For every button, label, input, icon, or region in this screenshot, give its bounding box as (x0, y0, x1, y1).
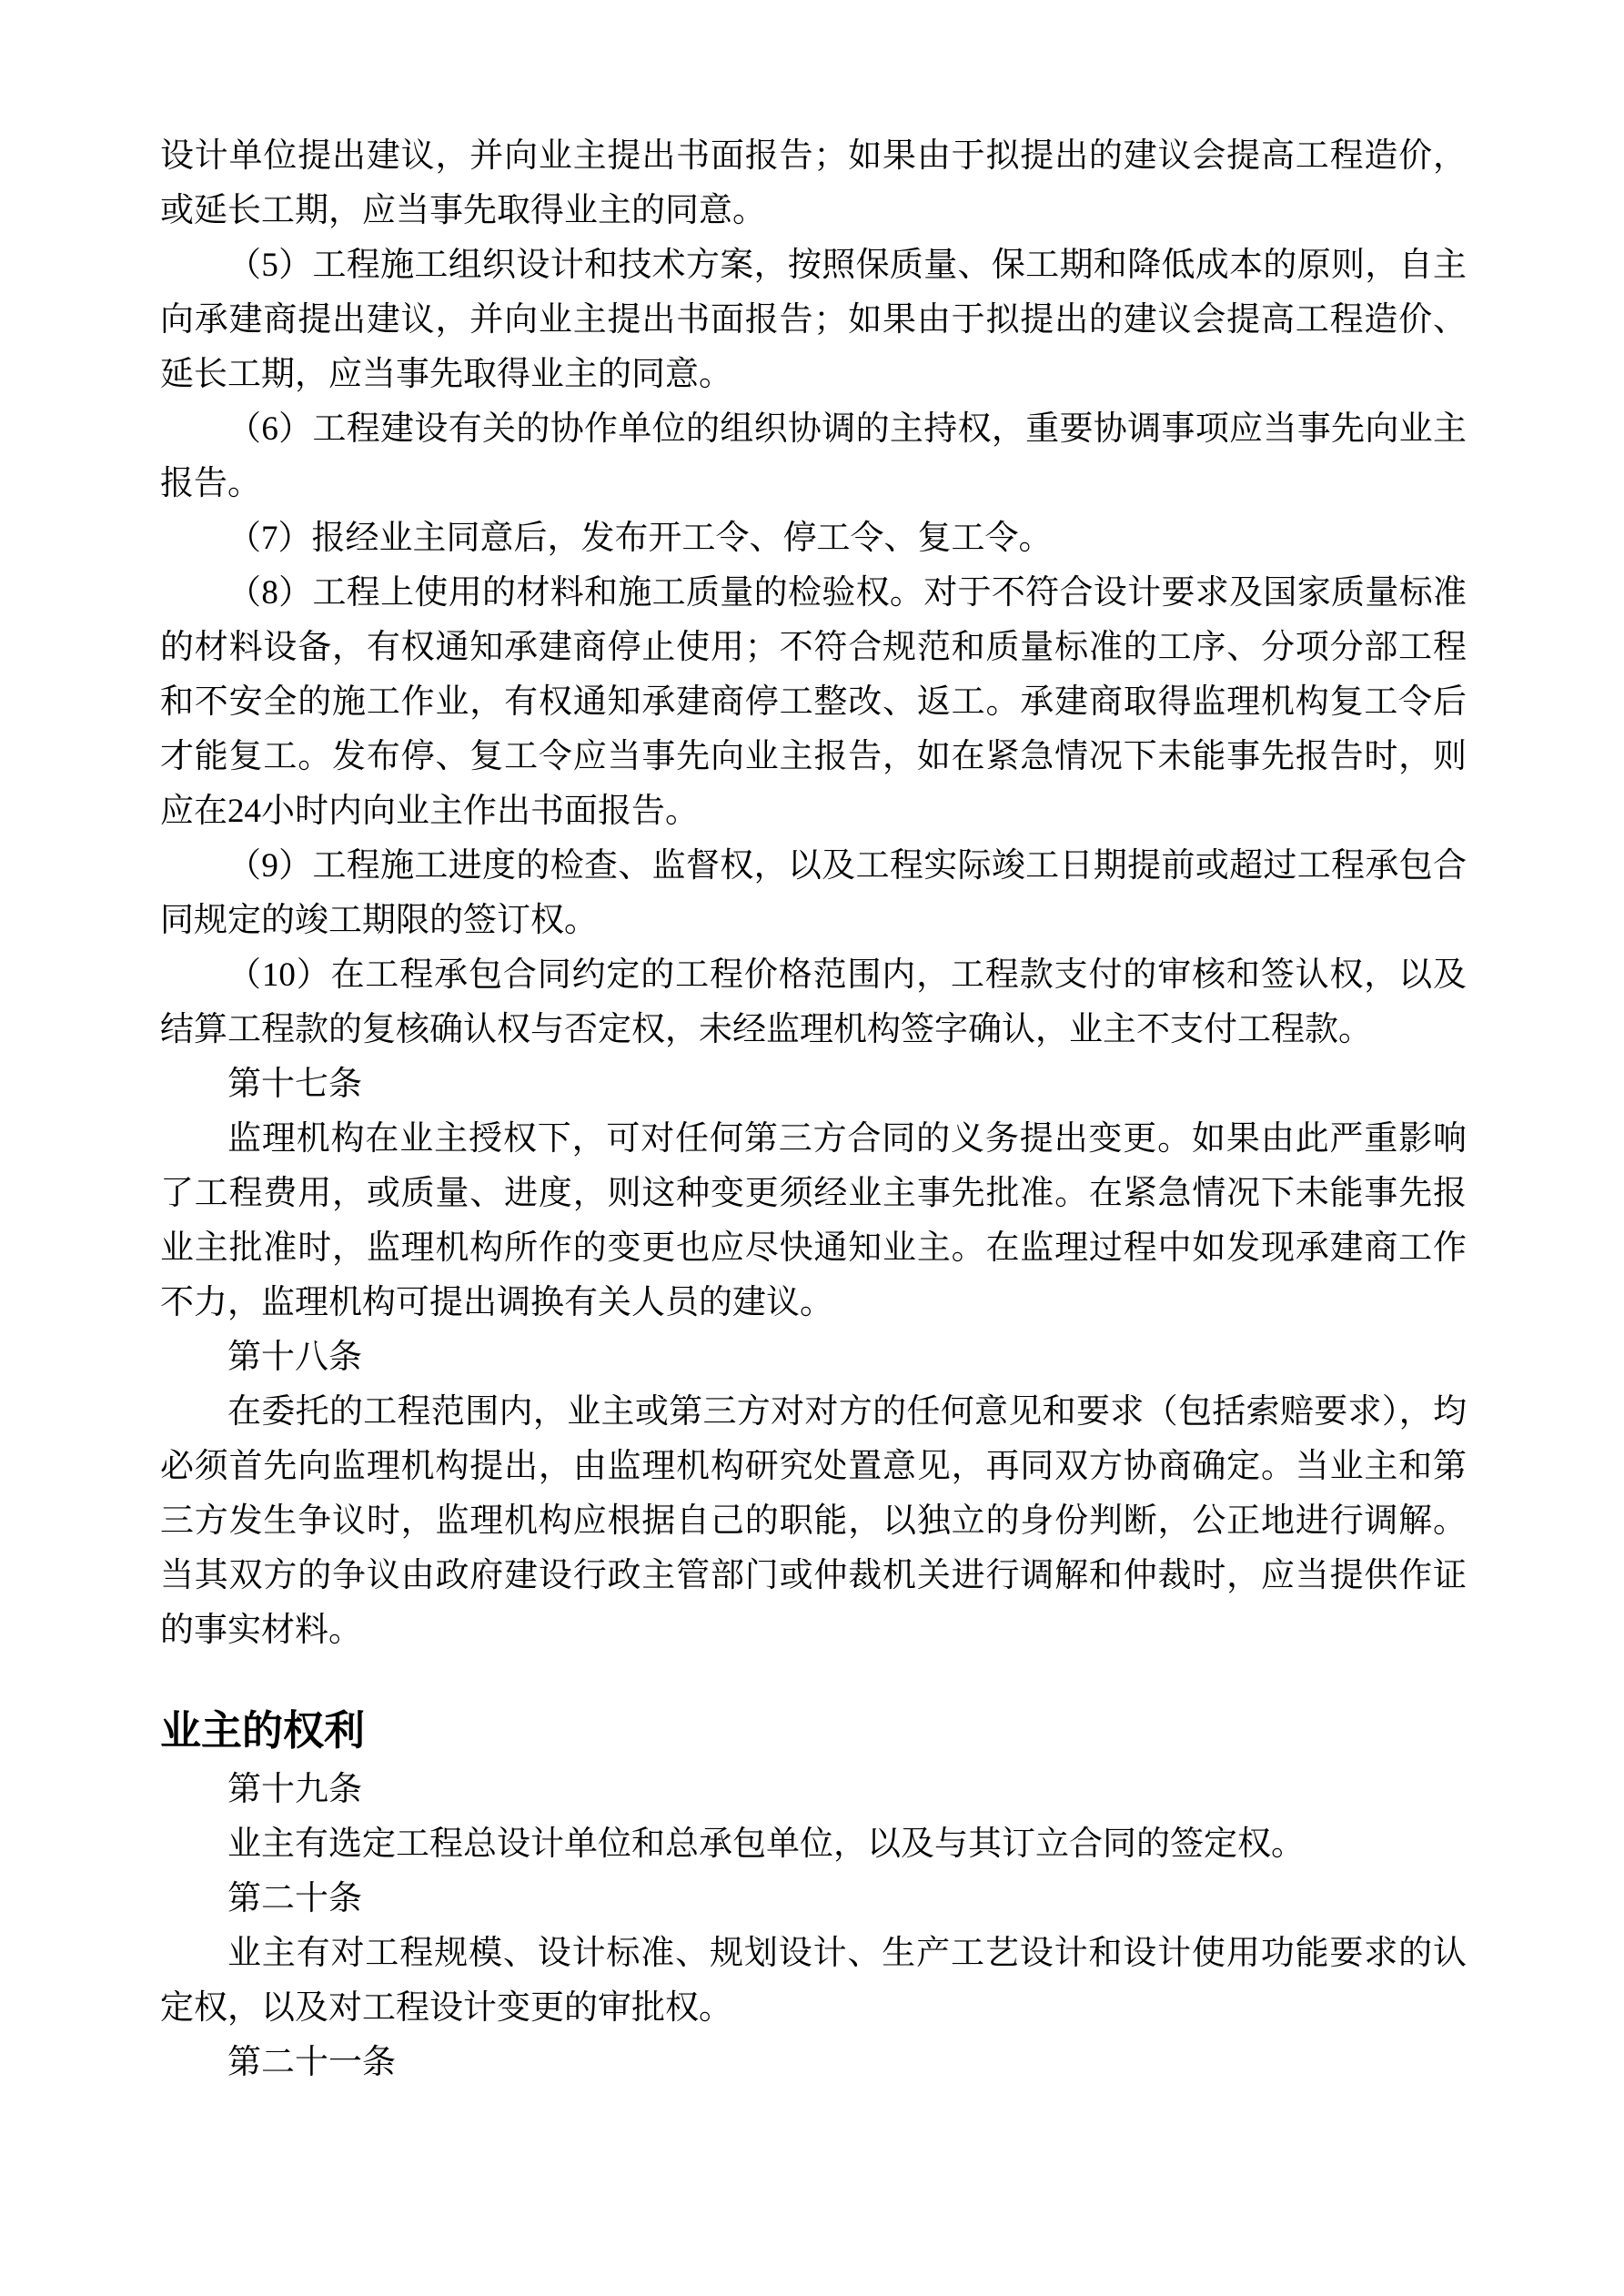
section-heading-owner-rights: 业主的权利 (160, 1707, 366, 1754)
clause-17-title: 第十七条 (227, 1066, 362, 1103)
clause-20-title: 第二十条 (227, 1880, 362, 1917)
clause-18-title: 第十八条 (227, 1339, 362, 1376)
clause-20-body: 业主有对工程规模、设计标准、规划设计、生产工艺设计和设计使用功能要求的认定权，以及对工程设计变更的审批权。 (160, 1935, 1467, 2027)
para-item-5: （5）工程施工组织设计和技术方案，按照保质量、保工期和降低成本的原则，自主向承建商提出建议，并向业主提出书面报告；如果由于拟提出的建议会提高工程造价、延长工期，应当事先取得业主的同意。 (160, 247, 1467, 393)
clause-19-body: 业主有选定工程总设计单位和总承包单位，以及与其订立合同的签定权。 (227, 1826, 1305, 1863)
document-content (160, 129, 1467, 2090)
para-item-8: （8）工程上使用的材料和施工质量的检验权。对于不符合设计要求及国家质量标准的材料设备，有权通知承建商停止使用；不符合规范和质量标准的工序、分项分部工程和不安全的施工作业，有权通知承建商停工整改、返工。承建商取得监理机构复工令后才能复工。发布停、复工令应当事先向业主报告，如在紧急情况下未能事先报告时，则应在24小时内向业主作出书面报告。 (160, 574, 1467, 830)
para-item-7: （7）报经业主同意后，发布开工令、停工令、复工令。 (227, 520, 1053, 557)
clause-17-body: 监理机构在业主授权下，可对任何第三方合同的义务提出变更。如果由此严重影响了工程费用，或质量、进度，则这种变更须经业主事先批准。在紧急情况下未能事先报业主批准时，监理机构所作的变更也应尽快通知业主。在监理过程中如发现承建商工作不力，监理机构可提出调换有关人员的建议。 (160, 1120, 1467, 1321)
clause-21-title: 第二十一条 (227, 2044, 396, 2081)
clause-19-title: 第十九条 (227, 1771, 362, 1808)
para-item-9: （9）工程施工进度的检查、监督权，以及工程实际竣工日期提前或超过工程承包合同规定的竣工期限的签订权。 (160, 847, 1467, 939)
para-item-6: （6）工程建设有关的协作单位的组织协调的主持权，重要协调事项应当事先向业主报告。 (160, 410, 1467, 502)
para-continuation-clause16: 设计单位提出建议，并向业主提出书面报告；如果由于拟提出的建议会提高工程造价，或延长工期，应当事先取得业主的同意。 (160, 137, 1467, 229)
para-item-10: （10）在工程承包合同约定的工程价格范围内，工程款支付的审核和签认权，以及结算工程款的复核确认权与否定权，未经监理机构签字确认，业主不支付工程款。 (160, 956, 1467, 1048)
clause-18-body: 在委托的工程范围内，业主或第三方对对方的任何意见和要求（包括索赔要求），均必须首先向监理机构提出，由监理机构研究处置意见，再同双方协商确定。当业主和第三方发生争议时，监理机构应根据自己的职能，以独立的身份判断，公正地进行调解。当其双方的争议由政府建设行政主管部门或仲裁机关进行调解和仲裁时，应当提供作证的事实材料。 (160, 1393, 1467, 1649)
